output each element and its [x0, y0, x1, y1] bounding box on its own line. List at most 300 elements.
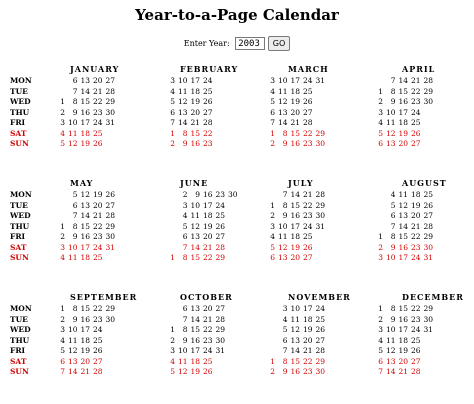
- month-name: MAY: [70, 178, 94, 188]
- day-number: 20: [410, 211, 421, 220]
- day-number: 16: [290, 211, 300, 220]
- day-number: 8: [72, 221, 78, 231]
- weekday-row: [10, 129, 470, 140]
- day-number: 2: [170, 335, 175, 345]
- day-number: 25: [92, 128, 103, 138]
- month-name: JANUARY: [70, 64, 120, 74]
- day-number: 9: [282, 211, 288, 220]
- day-number: 11: [67, 253, 78, 262]
- weekday-row: [10, 139, 470, 150]
- day-number: 20: [92, 76, 103, 85]
- day-number: 1: [270, 356, 275, 366]
- day-number: 5: [282, 325, 288, 334]
- day-number: 27: [215, 304, 225, 313]
- day-number: 20: [302, 335, 313, 345]
- year-label: Enter Year:: [183, 39, 230, 48]
- day-number: 1: [378, 304, 383, 313]
- day-number: 10: [177, 346, 188, 355]
- day-number: 17: [302, 304, 313, 313]
- day-number: 16: [80, 314, 90, 324]
- day-number: 23: [92, 107, 103, 117]
- weekday-row: [10, 87, 470, 98]
- day-number: 9: [72, 314, 78, 324]
- day-number: 6: [270, 107, 275, 117]
- day-number: 13: [385, 356, 396, 366]
- day-number: 29: [315, 128, 325, 138]
- day-number: 19: [290, 97, 300, 106]
- day-number: 8: [182, 253, 188, 262]
- day-number: 25: [410, 118, 421, 127]
- day-number: 16: [398, 97, 408, 106]
- day-number: 27: [302, 253, 313, 262]
- day-number: 17: [190, 346, 200, 355]
- day-number: 21: [302, 190, 313, 199]
- day-number: 10: [67, 325, 78, 334]
- day-number: 6: [282, 335, 288, 345]
- day-number: 30: [105, 314, 115, 324]
- day-number: 14: [177, 118, 188, 127]
- day-number: 8: [72, 304, 78, 313]
- day-number: 12: [80, 190, 90, 199]
- day-number: 23: [92, 314, 103, 324]
- day-number: 1: [60, 97, 65, 106]
- day-number: 12: [277, 97, 288, 106]
- day-number: 15: [398, 232, 408, 241]
- weekday-row: [10, 325, 470, 336]
- day-number: 25: [202, 356, 213, 366]
- day-number: 10: [67, 118, 78, 127]
- day-number: 25: [302, 232, 313, 241]
- day-number: 4: [60, 128, 65, 138]
- day-number: 10: [290, 304, 300, 313]
- weekday-row: [10, 346, 470, 357]
- day-number: 28: [202, 118, 213, 127]
- day-number: 19: [398, 128, 408, 138]
- day-number: 12: [177, 97, 188, 106]
- day-number: 11: [190, 211, 200, 220]
- day-number: 23: [410, 242, 421, 252]
- weekday-row: [10, 232, 470, 243]
- day-number: 15: [190, 253, 200, 262]
- day-number: 17: [80, 118, 90, 127]
- day-number: 4: [270, 232, 275, 241]
- day-label: WED: [10, 325, 31, 334]
- day-number: 30: [423, 242, 433, 252]
- day-number: 1: [60, 221, 65, 231]
- day-number: 19: [190, 367, 200, 376]
- day-number: 11: [385, 335, 396, 345]
- day-number: 14: [398, 221, 408, 231]
- day-number: 26: [92, 139, 103, 148]
- month-name: NOVEMBER: [288, 292, 351, 302]
- day-number: 4: [270, 86, 275, 96]
- day-number: 23: [410, 314, 421, 324]
- day-number: 29: [105, 97, 115, 106]
- day-number: 27: [423, 211, 433, 220]
- day-number: 26: [410, 346, 421, 355]
- weekday-row: [10, 190, 470, 201]
- day-number: 8: [282, 200, 288, 210]
- day-number: 8: [282, 356, 288, 366]
- day-number: 15: [290, 128, 300, 138]
- day-number: 15: [398, 86, 408, 96]
- day-number: 20: [290, 107, 300, 117]
- day-number: 30: [315, 367, 325, 376]
- day-number: 3: [378, 253, 383, 262]
- day-label: SAT: [10, 356, 27, 366]
- day-number: 6: [182, 304, 188, 313]
- day-number: 4: [60, 335, 65, 345]
- day-number: 22: [302, 200, 313, 210]
- day-number: 20: [80, 356, 90, 366]
- day-number: 23: [410, 97, 421, 106]
- day-label: FRI: [10, 118, 26, 127]
- day-number: 11: [277, 86, 288, 96]
- day-number: 31: [215, 346, 225, 355]
- day-number: 19: [302, 325, 313, 334]
- go-button[interactable]: GO: [268, 36, 291, 51]
- day-number: 27: [215, 232, 225, 241]
- day-number: 30: [315, 139, 325, 148]
- day-number: 15: [80, 97, 90, 106]
- day-number: 2: [182, 190, 188, 199]
- day-number: 20: [92, 200, 103, 210]
- day-number: 21: [92, 211, 103, 220]
- day-number: 12: [398, 200, 408, 210]
- day-number: 9: [390, 242, 396, 252]
- day-number: 17: [202, 200, 213, 210]
- day-number: 13: [277, 107, 288, 117]
- month-name: MARCH: [288, 64, 329, 74]
- month-name: OCTOBER: [180, 292, 233, 302]
- day-number: 11: [67, 128, 78, 138]
- day-number: 6: [170, 107, 175, 117]
- day-number: 30: [215, 335, 225, 345]
- day-number: 21: [410, 76, 421, 85]
- day-number: 4: [390, 190, 396, 199]
- month-name: FEBRUARY: [180, 64, 239, 74]
- day-number: 12: [385, 346, 396, 355]
- day-label: SUN: [10, 139, 29, 148]
- day-number: 24: [302, 76, 313, 85]
- day-number: 11: [385, 118, 396, 127]
- day-number: 16: [190, 335, 200, 345]
- day-number: 7: [390, 221, 396, 231]
- day-number: 30: [105, 232, 115, 241]
- day-label: SAT: [10, 242, 27, 252]
- day-label: MON: [10, 190, 32, 199]
- day-number: 28: [105, 86, 115, 96]
- day-number: 7: [170, 118, 175, 127]
- day-number: 5: [378, 346, 383, 355]
- day-number: 26: [302, 97, 313, 106]
- day-number: 7: [270, 118, 275, 127]
- day-number: 25: [302, 86, 313, 96]
- day-number: 24: [92, 325, 103, 334]
- day-number: 28: [105, 211, 115, 220]
- day-label: WED: [10, 97, 31, 106]
- day-number: 30: [105, 107, 115, 117]
- day-number: 27: [410, 356, 421, 366]
- day-number: 6: [72, 76, 78, 85]
- day-label: SUN: [10, 253, 29, 262]
- month-name: DECEMBER: [402, 292, 464, 302]
- weekday-row: [10, 304, 470, 315]
- day-number: 4: [378, 335, 383, 345]
- day-number: 15: [190, 325, 200, 334]
- day-number: 19: [202, 221, 213, 231]
- day-number: 3: [270, 221, 275, 231]
- day-number: 26: [215, 221, 225, 231]
- weekday-row: [10, 253, 470, 264]
- weekday-row: [10, 118, 470, 129]
- day-number: 15: [80, 304, 90, 313]
- weekday-row: [10, 97, 470, 108]
- month-header-row: [10, 178, 470, 190]
- day-number: 22: [92, 304, 103, 313]
- day-number: 14: [190, 314, 200, 324]
- day-number: 24: [202, 346, 213, 355]
- day-number: 2: [170, 139, 175, 148]
- day-number: 17: [398, 325, 408, 334]
- day-number: 19: [290, 242, 300, 252]
- day-number: 19: [190, 97, 200, 106]
- day-number: 22: [202, 325, 213, 334]
- day-number: 4: [182, 211, 188, 220]
- day-number: 27: [410, 139, 421, 148]
- day-number: 5: [390, 200, 396, 210]
- day-number: 2: [270, 367, 275, 376]
- day-number: 31: [423, 325, 433, 334]
- day-number: 6: [182, 232, 188, 241]
- weekday-row: [10, 357, 470, 368]
- weekday-row: [10, 201, 470, 212]
- day-number: 26: [92, 346, 103, 355]
- day-number: 29: [105, 221, 115, 231]
- day-number: 16: [80, 232, 90, 241]
- page-title: Year-to-a-Page Calendar: [135, 6, 339, 24]
- day-number: 27: [202, 107, 213, 117]
- day-number: 13: [398, 211, 408, 220]
- day-number: 28: [315, 346, 325, 355]
- day-number: 11: [177, 86, 188, 96]
- day-number: 21: [202, 242, 213, 252]
- day-number: 14: [385, 367, 396, 376]
- day-number: 12: [177, 367, 188, 376]
- day-number: 24: [92, 118, 103, 127]
- day-number: 5: [170, 367, 175, 376]
- day-number: 29: [315, 200, 325, 210]
- day-number: 14: [80, 86, 90, 96]
- day-number: 24: [315, 304, 325, 313]
- day-number: 10: [177, 76, 188, 85]
- day-number: 18: [190, 86, 200, 96]
- day-number: 27: [105, 200, 115, 210]
- day-number: 30: [423, 97, 433, 106]
- day-number: 4: [170, 86, 175, 96]
- weekday-row: [10, 367, 470, 378]
- day-number: 1: [378, 86, 383, 96]
- month-name: SEPTEMBER: [70, 292, 138, 302]
- weekday-row: [10, 243, 470, 254]
- day-number: 20: [202, 304, 213, 313]
- day-number: 26: [202, 97, 213, 106]
- day-number: 9: [72, 107, 78, 117]
- day-number: 19: [398, 346, 408, 355]
- day-number: 18: [202, 211, 213, 220]
- day-number: 13: [67, 356, 78, 366]
- weekday-row: [10, 315, 470, 326]
- day-number: 8: [182, 128, 188, 138]
- day-number: 21: [202, 314, 213, 324]
- day-number: 2: [60, 232, 65, 241]
- day-number: 6: [72, 200, 78, 210]
- day-number: 5: [72, 190, 78, 199]
- day-number: 7: [72, 86, 78, 96]
- month-header-row: [10, 64, 470, 76]
- day-number: 18: [410, 190, 421, 199]
- day-number: 16: [398, 242, 408, 252]
- year-form: [0, 36, 474, 51]
- day-number: 9: [390, 97, 396, 106]
- day-label: THU: [10, 107, 30, 117]
- day-number: 18: [80, 335, 90, 345]
- day-number: 25: [202, 86, 213, 96]
- day-number: 10: [67, 242, 78, 252]
- day-number: 3: [60, 118, 65, 127]
- day-label: THU: [10, 335, 30, 345]
- year-input[interactable]: [235, 37, 265, 50]
- day-number: 18: [398, 335, 408, 345]
- day-number: 10: [385, 253, 396, 262]
- day-number: 18: [302, 314, 313, 324]
- day-number: 15: [398, 304, 408, 313]
- day-number: 3: [170, 346, 175, 355]
- day-number: 18: [398, 118, 408, 127]
- day-number: 14: [277, 118, 288, 127]
- day-number: 6: [390, 211, 396, 220]
- day-number: 23: [302, 139, 313, 148]
- day-number: 4: [60, 253, 65, 262]
- day-number: 6: [270, 253, 275, 262]
- day-number: 22: [202, 253, 213, 262]
- weekday-row: [10, 222, 470, 233]
- day-number: 17: [190, 76, 200, 85]
- day-number: 20: [202, 232, 213, 241]
- day-number: 7: [282, 346, 288, 355]
- day-number: 5: [182, 221, 188, 231]
- day-number: 2: [270, 139, 275, 148]
- day-number: 25: [410, 335, 421, 345]
- day-number: 24: [410, 107, 421, 117]
- day-number: 24: [302, 221, 313, 231]
- day-number: 3: [378, 325, 383, 334]
- day-number: 11: [398, 190, 408, 199]
- day-number: 24: [202, 76, 213, 85]
- day-number: 1: [378, 232, 383, 241]
- day-number: 25: [215, 211, 225, 220]
- day-number: 17: [80, 242, 90, 252]
- day-number: 14: [290, 346, 300, 355]
- day-number: 21: [190, 118, 200, 127]
- day-number: 1: [170, 325, 175, 334]
- day-number: 13: [385, 139, 396, 148]
- day-number: 13: [177, 107, 188, 117]
- day-number: 22: [410, 304, 421, 313]
- day-number: 12: [67, 139, 78, 148]
- month-name: JULY: [288, 178, 314, 188]
- day-number: 16: [290, 139, 300, 148]
- day-number: 19: [80, 139, 90, 148]
- day-number: 10: [385, 325, 396, 334]
- day-number: 20: [290, 253, 300, 262]
- day-label: SUN: [10, 367, 29, 376]
- day-number: 16: [398, 314, 408, 324]
- day-number: 5: [60, 139, 65, 148]
- day-number: 9: [182, 335, 188, 345]
- day-number: 12: [290, 325, 300, 334]
- day-number: 7: [182, 242, 188, 252]
- day-number: 29: [315, 356, 325, 366]
- day-number: 9: [72, 232, 78, 241]
- day-number: 19: [80, 346, 90, 355]
- day-number: 2: [60, 314, 65, 324]
- day-number: 18: [190, 356, 200, 366]
- day-number: 13: [190, 232, 200, 241]
- day-number: 13: [277, 253, 288, 262]
- day-number: 5: [378, 128, 383, 138]
- day-number: 17: [398, 107, 408, 117]
- day-number: 2: [378, 242, 383, 252]
- day-number: 6: [60, 356, 65, 366]
- day-number: 1: [270, 200, 275, 210]
- day-number: 20: [398, 139, 408, 148]
- day-number: 6: [378, 356, 383, 366]
- day-number: 7: [390, 76, 396, 85]
- day-number: 18: [80, 128, 90, 138]
- day-number: 15: [190, 128, 200, 138]
- weekday-row: [10, 336, 470, 347]
- day-number: 4: [170, 356, 175, 366]
- day-number: 26: [423, 200, 433, 210]
- day-number: 5: [270, 97, 275, 106]
- day-number: 9: [390, 314, 396, 324]
- day-number: 9: [282, 367, 288, 376]
- day-number: 3: [378, 107, 383, 117]
- day-number: 4: [282, 314, 288, 324]
- day-label: TUE: [10, 86, 28, 96]
- day-number: 18: [290, 232, 300, 241]
- day-number: 5: [170, 97, 175, 106]
- day-label: TUE: [10, 314, 28, 324]
- day-number: 25: [92, 335, 103, 345]
- day-number: 8: [282, 128, 288, 138]
- day-number: 26: [410, 128, 421, 138]
- weekday-row: [10, 211, 470, 222]
- day-number: 3: [170, 76, 175, 85]
- day-number: 9: [282, 139, 288, 148]
- calendar-block: [10, 64, 470, 150]
- day-number: 3: [60, 242, 65, 252]
- weekday-row: [10, 108, 470, 119]
- day-number: 2: [60, 107, 65, 117]
- day-number: 10: [385, 107, 396, 117]
- day-label: FRI: [10, 346, 26, 355]
- day-label: MON: [10, 76, 32, 85]
- day-number: 1: [60, 304, 65, 313]
- calendar-block: [10, 178, 470, 264]
- day-number: 29: [215, 253, 225, 262]
